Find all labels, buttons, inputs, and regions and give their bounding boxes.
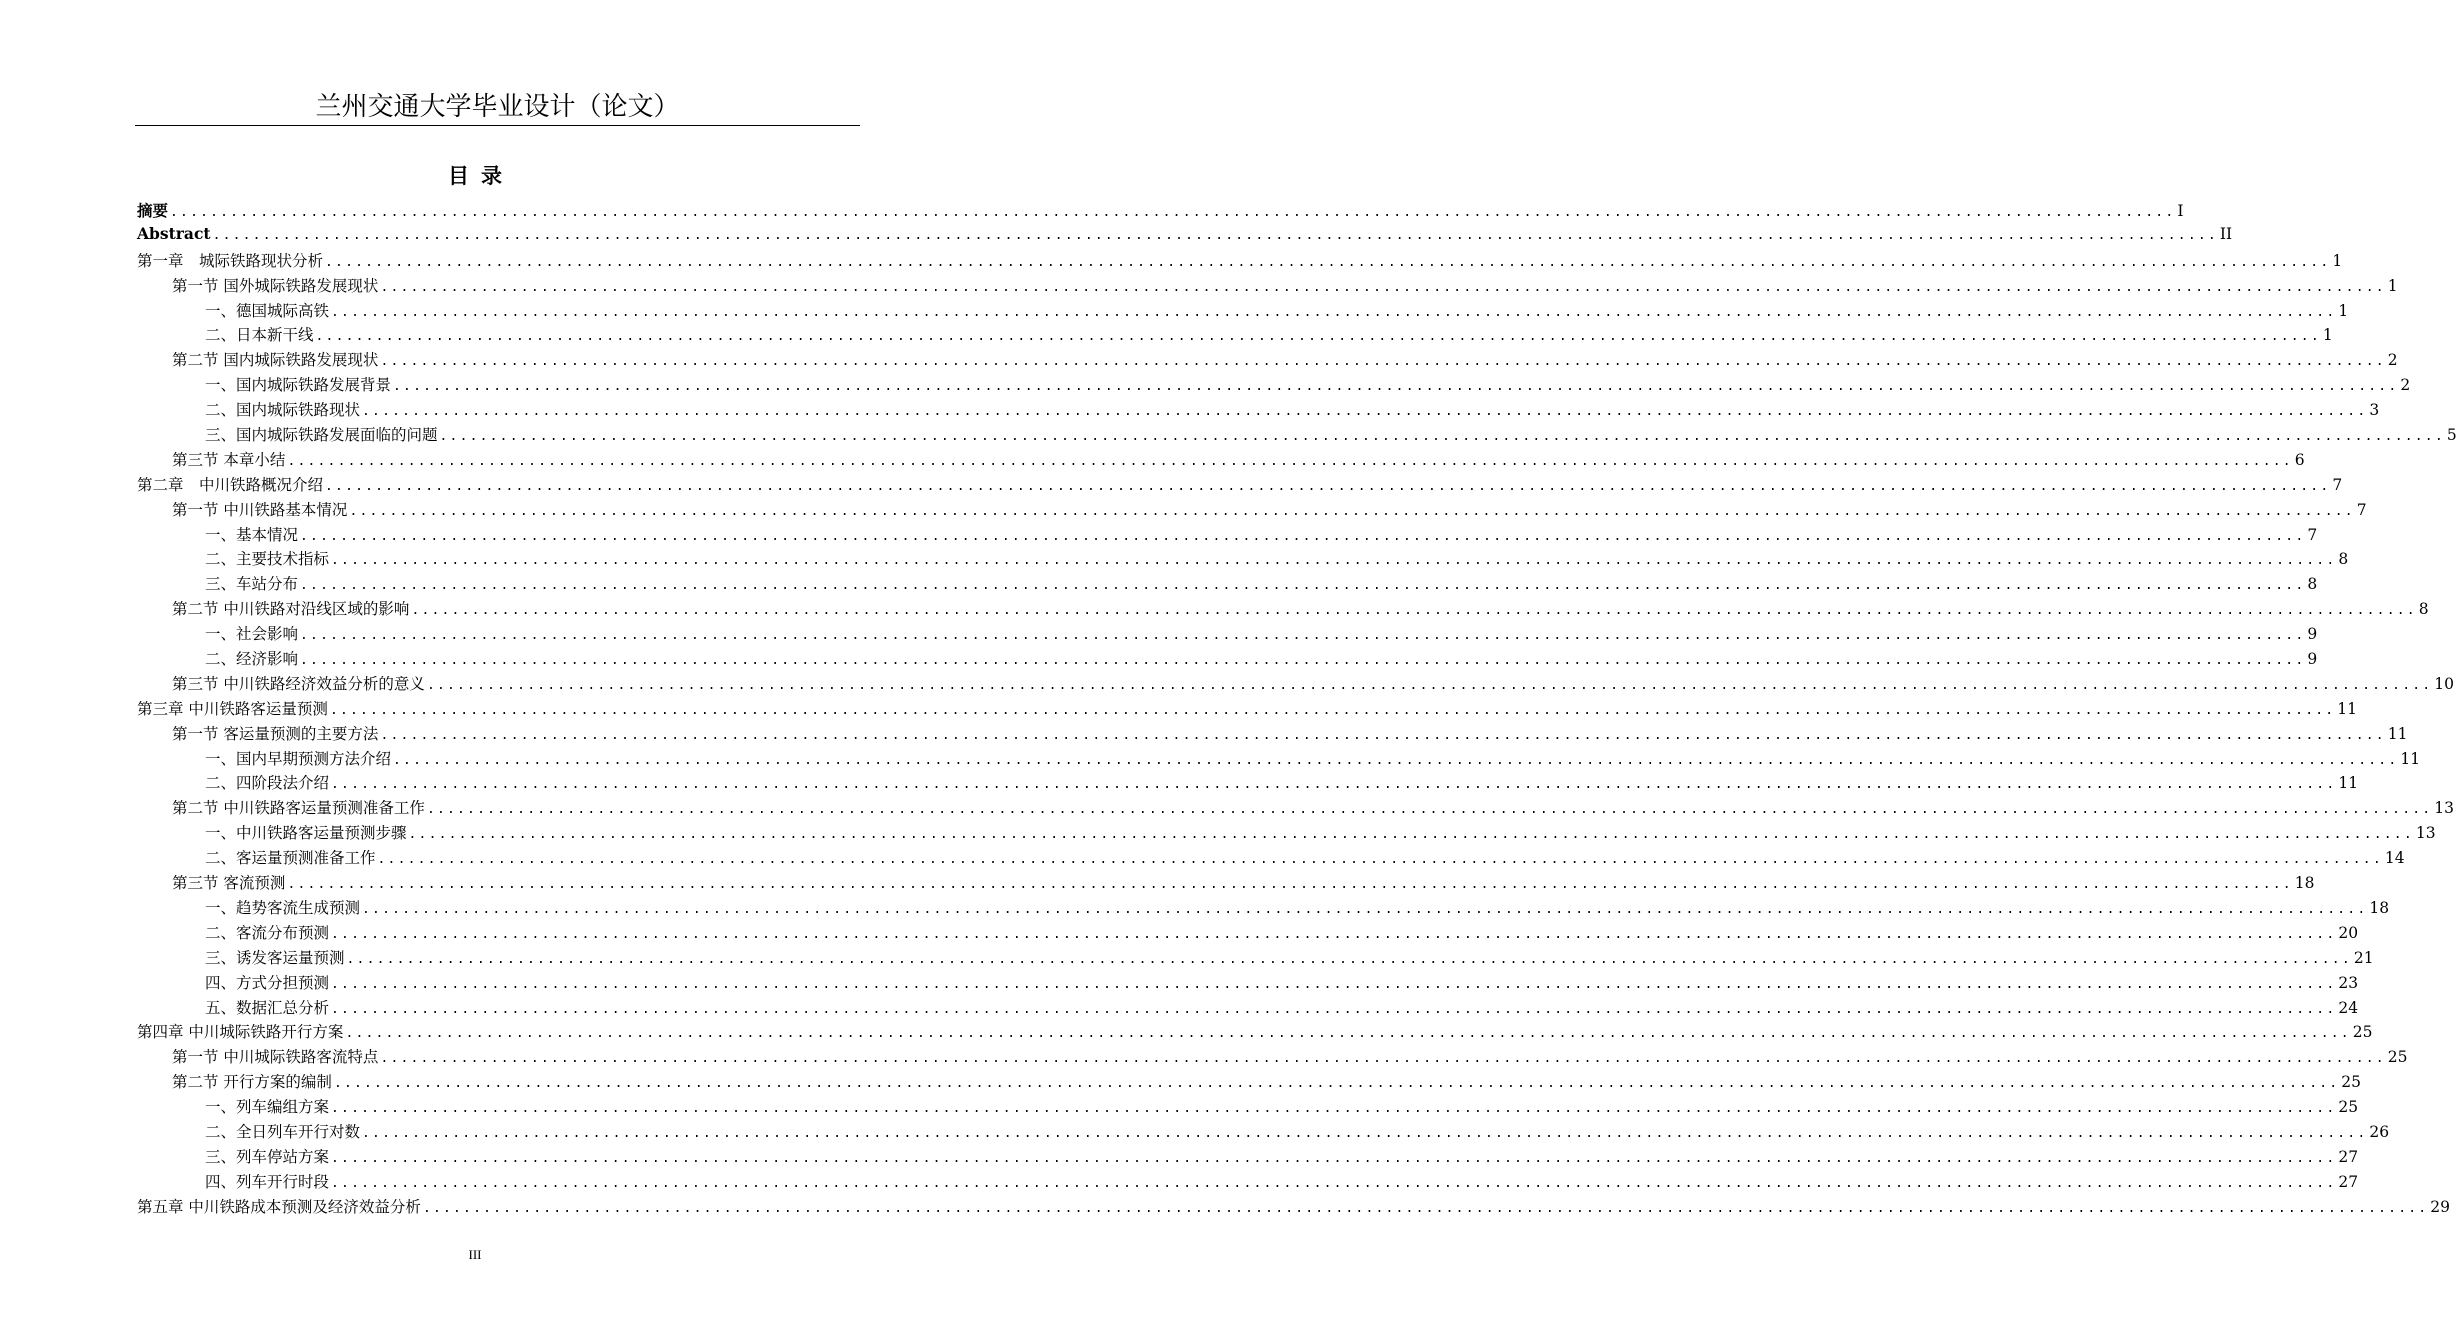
toc-entry-page: 23: [2338, 973, 2359, 992]
toc-entry-label: 第二节 中川铁路对沿线区域的影响: [172, 600, 410, 619]
toc-dot-leader: ........................................................................................................................................................................................................: [287, 877, 2293, 893]
toc-entry[interactable]: [137, 223, 2233, 249]
toc-entry-page: 6: [2294, 450, 2305, 469]
toc-entry[interactable]: [137, 722, 2408, 747]
toc-dot-leader: ........................................................................................................................................................................................................: [300, 528, 2306, 544]
toc-entry-page: 11: [2387, 724, 2408, 743]
toc-entry-page: 8: [2418, 600, 2429, 619]
toc-entry-label: 一、德国城际高铁: [205, 301, 330, 320]
toc-entry[interactable]: [137, 821, 2436, 846]
toc-entry-page: 7: [2307, 525, 2318, 544]
toc-entry-page: I: [2177, 202, 2184, 220]
toc-dot-leader: ........................................................................................................................................................................................................: [300, 653, 2306, 669]
toc-list: [137, 199, 2457, 1220]
toc-entry[interactable]: [137, 921, 2359, 946]
toc-entry-label: 二、客运量预测准备工作: [205, 849, 376, 868]
toc-entry[interactable]: [137, 1045, 2408, 1070]
toc-entry-page: 3: [2369, 401, 2380, 420]
toc-entry-page: 9: [2307, 625, 2318, 644]
toc-entry-label: 第一节 客运量预测的主要方法: [172, 724, 379, 743]
toc-dot-leader: ........................................................................................................................................................................................................: [170, 205, 2176, 220]
toc-entry-label: 二、经济影响: [205, 650, 299, 669]
toc-entry-page: 11: [2337, 699, 2358, 718]
toc-entry-label: 第一节 中川城际铁路客流特点: [172, 1048, 379, 1067]
toc-dot-leader: ........................................................................................................................................................................................................: [377, 852, 2383, 868]
toc-dot-leader: ........................................................................................................................................................................................................: [411, 603, 2417, 619]
toc-entry-page: 1: [2322, 326, 2333, 345]
toc-entry-label: 五、数据汇总分析: [205, 998, 330, 1017]
toc-entry-label: 二、主要技术指标: [205, 550, 330, 569]
toc-entry[interactable]: [137, 996, 2359, 1021]
toc-dot-leader: ........................................................................................................................................................................................................: [380, 727, 2386, 743]
toc-heading: 目录: [448, 164, 514, 188]
toc-dot-leader: ........................................................................................................................................................................................................: [331, 1101, 2337, 1117]
toc-entry-label: 第二节 国内城际铁路发展现状: [172, 351, 379, 370]
toc-entry[interactable]: [137, 323, 2333, 348]
toc-entry[interactable]: [137, 1020, 2373, 1045]
toc-dot-leader: ........................................................................................................................................................................................................: [329, 702, 2336, 718]
toc-dot-leader: ........................................................................................................................................................................................................: [380, 279, 2386, 295]
toc-dot-leader: ........................................................................................................................................................................................................: [287, 453, 2293, 469]
toc-entry-label: 一、国内城际铁路发展背景: [205, 376, 392, 395]
toc-entry[interactable]: [137, 647, 2318, 672]
toc-dot-leader: ........................................................................................................................................................................................................: [315, 329, 2321, 345]
toc-dot-leader: ........................................................................................................................................................................................................: [331, 553, 2337, 569]
toc-entry[interactable]: [137, 896, 2390, 921]
toc-dot-leader: ........................................................................................................................................................................................................: [408, 827, 2414, 843]
toc-entry-page: 1: [2387, 276, 2398, 295]
toc-entry-page: 24: [2338, 998, 2359, 1017]
toc-entry[interactable]: [137, 771, 2359, 796]
toc-entry[interactable]: [137, 846, 2405, 871]
toc-entry-page: 27: [2338, 1172, 2359, 1191]
toc-entry[interactable]: [137, 946, 2374, 971]
toc-entry-page: 13: [2434, 799, 2455, 818]
toc-entry-page: 25: [2341, 1073, 2362, 1092]
toc-entry-page: 2: [2400, 376, 2411, 395]
toc-dot-leader: ........................................................................................................................................................................................................: [333, 1076, 2340, 1092]
toc-entry[interactable]: [137, 398, 2380, 423]
toc-entry[interactable]: [137, 1145, 2359, 1170]
toc-entry[interactable]: [137, 523, 2318, 548]
toc-entry[interactable]: [137, 373, 2411, 398]
toc-entry-label: 第一章 城际铁路现状分析: [137, 251, 324, 270]
toc-entry[interactable]: [137, 274, 2398, 299]
toc-entry-label: 第三节 中川铁路经济效益分析的意义: [172, 674, 425, 693]
toc-dot-leader: ........................................................................................................................................................................................................: [426, 802, 2433, 818]
toc-entry-page: 11: [2338, 774, 2359, 793]
toc-entry-label: 二、全日列车开行对数: [205, 1122, 361, 1141]
toc-dot-leader: ........................................................................................................................................................................................................: [422, 1200, 2429, 1216]
toc-dot-leader: ........................................................................................................................................................................................................: [331, 1175, 2337, 1191]
toc-entry-label: 一、列车编组方案: [205, 1098, 330, 1117]
toc-dot-leader: ........................................................................................................................................................................................................: [300, 628, 2306, 644]
page-number: III: [468, 1247, 482, 1262]
toc-entry[interactable]: [137, 299, 2349, 324]
toc-entry[interactable]: [137, 473, 2343, 498]
toc-entry-label: 四、列车开行时段: [205, 1172, 330, 1191]
toc-entry[interactable]: [137, 423, 2457, 448]
toc-entry[interactable]: [137, 348, 2398, 373]
toc-entry[interactable]: [137, 597, 2429, 622]
toc-entry[interactable]: [137, 572, 2318, 597]
toc-dot-leader: ........................................................................................................................................................................................................: [331, 1001, 2337, 1017]
toc-entry[interactable]: [137, 1170, 2359, 1195]
toc-entry-label: 一、趋势客流生成预测: [205, 898, 361, 917]
toc-entry-label: 二、国内城际铁路现状: [205, 401, 361, 420]
toc-entry-label: 三、诱发客运量预测: [205, 948, 345, 967]
toc-entry-label: 第三章 中川铁路客运量预测: [137, 699, 328, 718]
toc-entry-page: II: [2219, 224, 2233, 243]
toc-entry[interactable]: [137, 199, 2184, 224]
toc-dot-leader: ........................................................................................................................................................................................................: [362, 901, 2368, 917]
toc-entry-page: 11: [2400, 749, 2421, 768]
toc-entry-page: 25: [2352, 1023, 2373, 1042]
toc-dot-leader: ........................................................................................................................................................................................................: [331, 304, 2337, 320]
toc-dot-leader: ........................................................................................................................................................................................................: [439, 429, 2445, 445]
toc-dot-leader: ........................................................................................................................................................................................................: [300, 578, 2306, 594]
toc-entry-page: 1: [2332, 251, 2343, 270]
toc-entry-page: 27: [2338, 1147, 2359, 1166]
toc-dot-leader: ........................................................................................................................................................................................................: [349, 503, 2355, 519]
toc-entry-label: 第二章 中川铁路概况介绍: [137, 475, 324, 494]
toc-entry-page: 5: [2446, 426, 2457, 445]
toc-entry-page: 14: [2384, 849, 2405, 868]
toc-entry[interactable]: [137, 747, 2421, 772]
toc-dot-leader: ........................................................................................................................................................................................................: [331, 926, 2337, 942]
toc-entry-label: 三、国内城际铁路发展面临的问题: [205, 426, 438, 445]
toc-entry-page: 26: [2369, 1122, 2390, 1141]
toc-entry-label: 第一节 中川铁路基本情况: [172, 500, 348, 519]
toc-entry-label: 第一节 国外城际铁路发展现状: [172, 276, 379, 295]
toc-entry-label: 一、中川铁路客运量预测步骤: [205, 824, 407, 843]
toc-dot-leader: ........................................................................................................................................................................................................: [346, 951, 2352, 967]
toc-entry[interactable]: [137, 697, 2358, 722]
toc-entry-page: 29: [2430, 1197, 2451, 1216]
toc-entry-page: 21: [2353, 948, 2374, 967]
toc-entry-page: 13: [2415, 824, 2436, 843]
toc-entry-page: 18: [2369, 898, 2390, 917]
toc-entry-label: 二、客流分布预测: [205, 923, 330, 942]
toc-entry-label: 三、列车停站方案: [205, 1147, 330, 1166]
toc-entry-label: 摘要: [137, 201, 169, 220]
header-rule: [135, 125, 860, 126]
toc-entry-page: 20: [2338, 923, 2359, 942]
toc-entry-page: 9: [2307, 650, 2318, 669]
toc-entry[interactable]: [137, 971, 2359, 996]
toc-entry-label: 第五章 中川铁路成本预测及经济效益分析: [137, 1197, 421, 1216]
toc-entry-label: Abstract: [137, 223, 211, 243]
toc-dot-leader: ........................................................................................................................................................................................................: [212, 227, 2218, 243]
toc-entry[interactable]: [137, 1070, 2362, 1095]
toc-dot-leader: ........................................................................................................................................................................................................: [362, 1125, 2368, 1141]
toc-entry-label: 二、日本新干线: [205, 326, 314, 345]
toc-entry-label: 三、车站分布: [205, 575, 299, 594]
toc-dot-leader: ........................................................................................................................................................................................................: [362, 404, 2368, 420]
toc-entry-label: 一、基本情况: [205, 525, 299, 544]
toc-entry[interactable]: [137, 1120, 2390, 1145]
toc-entry[interactable]: [137, 1095, 2359, 1120]
toc-entry[interactable]: [137, 249, 2343, 274]
toc-dot-leader: ........................................................................................................................................................................................................: [426, 677, 2433, 693]
toc-entry-page: 25: [2387, 1048, 2408, 1067]
toc-entry[interactable]: [137, 796, 2455, 821]
toc-dot-leader: ........................................................................................................................................................................................................: [331, 1150, 2337, 1166]
toc-dot-leader: ........................................................................................................................................................................................................: [345, 1026, 2351, 1042]
toc-entry-page: 7: [2356, 500, 2367, 519]
toc-entry-page: 1: [2338, 301, 2349, 320]
toc-dot-leader: ........................................................................................................................................................................................................: [393, 379, 2399, 395]
toc-entry[interactable]: [137, 448, 2305, 473]
toc-dot-leader: ........................................................................................................................................................................................................: [380, 354, 2386, 370]
toc-entry[interactable]: [137, 547, 2349, 572]
toc-entry[interactable]: [137, 1195, 2451, 1220]
toc-entry-label: 四、方式分担预测: [205, 973, 330, 992]
toc-entry-page: 10: [2434, 674, 2455, 693]
toc-entry-label: 第三节 本章小结: [172, 450, 286, 469]
toc-dot-leader: ........................................................................................................................................................................................................: [331, 777, 2337, 793]
toc-dot-leader: ........................................................................................................................................................................................................: [331, 976, 2337, 992]
toc-entry-label: 一、社会影响: [205, 625, 299, 644]
toc-entry-label: 一、国内早期预测方法介绍: [205, 749, 392, 768]
toc-entry-page: 25: [2338, 1098, 2359, 1117]
toc-entry-label: 第四章 中川城际铁路开行方案: [137, 1023, 344, 1042]
toc-entry-page: 8: [2307, 575, 2318, 594]
toc-dot-leader: ........................................................................................................................................................................................................: [380, 1051, 2386, 1067]
toc-entry-label: 第二节 开行方案的编制: [172, 1073, 332, 1092]
toc-entry-page: 2: [2387, 351, 2398, 370]
toc-entry-label: 二、四阶段法介绍: [205, 774, 330, 793]
toc-entry-page: 7: [2332, 475, 2343, 494]
toc-entry-label: 第三节 客流预测: [172, 874, 286, 893]
header-title: 兰州交通大学毕业设计（论文）: [315, 92, 680, 122]
toc-entry[interactable]: [137, 871, 2315, 896]
toc-entry-page: 18: [2294, 874, 2315, 893]
toc-dot-leader: ........................................................................................................................................................................................................: [393, 752, 2399, 768]
toc-entry-page: 8: [2338, 550, 2349, 569]
toc-entry[interactable]: [137, 622, 2318, 647]
toc-dot-leader: ........................................................................................................................................................................................................: [325, 254, 2331, 270]
toc-entry[interactable]: [137, 498, 2367, 523]
toc-entry[interactable]: [137, 672, 2455, 697]
toc-dot-leader: ........................................................................................................................................................................................................: [325, 478, 2331, 494]
toc-entry-label: 第二节 中川铁路客运量预测准备工作: [172, 799, 425, 818]
